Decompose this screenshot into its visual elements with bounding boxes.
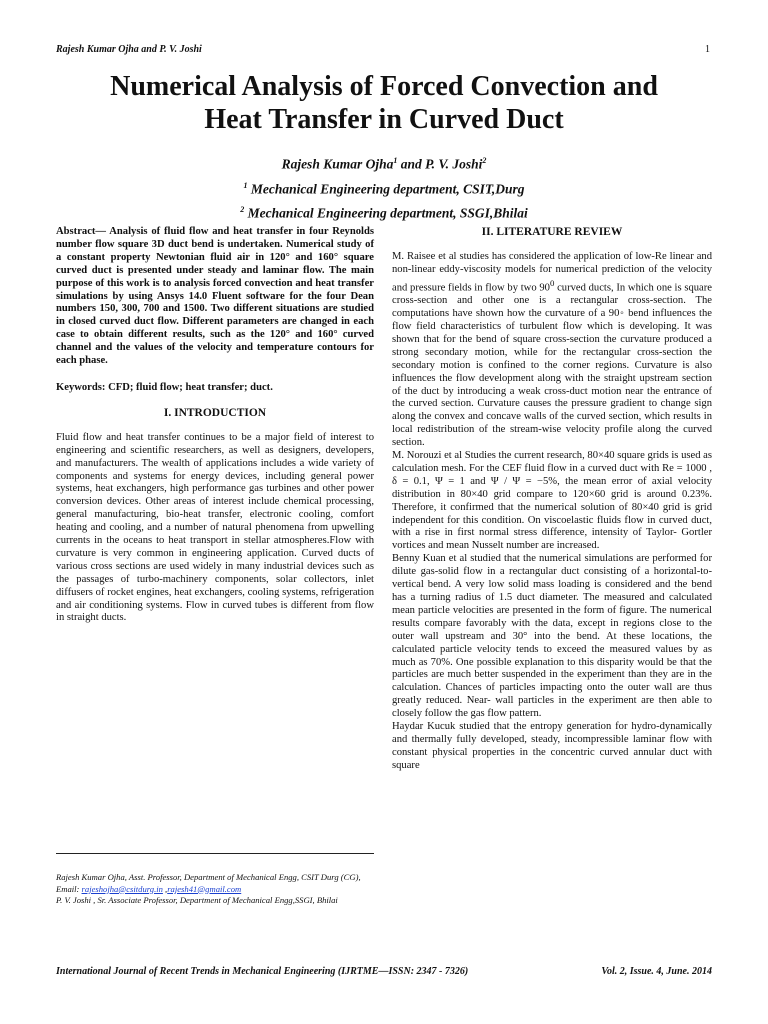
- right-column: [392, 226, 712, 773]
- author-2: P. V. Joshi: [425, 156, 483, 172]
- page-number: 1: [705, 44, 710, 55]
- title-line-2: Heat Transfer in Curved Duct: [204, 104, 564, 135]
- degree-superscript: 0: [549, 277, 555, 288]
- title-line-1: Numerical Analysis of Forced Convection and: [110, 71, 658, 102]
- affiliation-1-text: Mechanical Engineering department, CSIT,Durg: [247, 181, 525, 196]
- literature-paragraph-2: M. Norouzi et al Studies the current research, 80×40 square grids is used as calculation mesh. For the CEF fluid flow in a curved duct with Re = 1000 , δ = 0.1, Ψ = 1 and Ψ / Ψ = −5%, the mean error of axial velocity distribution in 80×40 grid compare to 120×60 grid is around 0.23%. Therefore, it confirmed that the numerical solution of 80×40 grid is grid independent for this condition. On viscoelastic fluids flow in curved duct, with a rise in first normal stress difference, intensity of Taylor- Gortler vortices and mean Nusselt number are increased.: [392, 450, 712, 552]
- literature-paragraph-3: Benny Kuan et al studied that the numerical simulations are performed for dilute gas-solid flow in a rectangular duct consisting of a horizontal-to-vertical bend. A very low solid mass loading is considered and the bend has a turning radius of 1.5 duct diameter. The measured and calculated mean particle velocities are presented in the form of figure. The numerical results compare favorably with the data, except in regions close to the outer wall upstream and 30° into the bend. At these locations, the calculated particle velocity tends to exceed the measured values by as much as 70%. One possible explanation to this disparity would be that the particles are much better suspended in the experiment than they are in the calculation. Chances of particles impacting onto the outer wall are thus greatly reduced. Near- wall particles in the experiment are then able to closely follow the gas flow pattern.: [392, 553, 712, 720]
- footnote-divider: [56, 853, 374, 854]
- journal-name: International Journal of Recent Trends in Mechanical Engineering (IJRTME—ISSN: 2347 - 7326): [56, 966, 469, 977]
- running-head: Rajesh Kumar Ojha and P. V. Joshi: [56, 44, 202, 55]
- email-link-1[interactable]: rajeshojha@csitdurg.in: [81, 883, 163, 894]
- literature-paragraph-4: Haydar Kucuk studied that the entropy generation for hydro-dynamically and thermally fully developed, steady, incompressible laminar flow with constant physical properties in the concentric curved annular duct with square: [392, 721, 712, 771]
- affiliation-2: [56, 199, 712, 224]
- literature-paragraph-1-a: M. Raisee et al studies has considered the application of low-Re linear and non-linear eddy-viscosity models for numerical prediction of the velocity and pressure fields in flow by two 90: [392, 250, 712, 294]
- section-heading-introduction: I. INTRODUCTION: [163, 406, 267, 419]
- paper-title: [56, 70, 712, 136]
- page-footer: [56, 966, 712, 977]
- affiliation-2-text: Mechanical Engineering department, SSGI,Bhilai: [244, 205, 528, 221]
- keywords: Keywords: CFD; fluid flow; heat transfer; duct.: [56, 381, 273, 393]
- email-link-2[interactable]: rajesh41@gmail.com: [167, 883, 242, 894]
- footnotes: [56, 872, 374, 907]
- author-names: [56, 150, 712, 175]
- author-2-sup: 2: [482, 156, 487, 165]
- abstract: Abstract— Analysis of fluid flow and heat transfer in four Reynolds number flow square 3D duct bend is undertaken. Numerical study of a constant property Newtonian fluid air in 120° and 160° square curved duct is presented under steady and laminar flow. The main purpose of this work is to analysis forced convection and heat transfer simulations by using Ansys 14.0 Fluent software for the four Dean numbers 150, 300, 700 and 1500. Two different situations are studied in closed curved duct flow. Different parameters are changed in each case to obtain different results, such as the 120° and 160° curved channel and the values of the velocity and temperature contours for each phase.: [56, 226, 374, 367]
- affiliation-2-sup: 2: [240, 205, 245, 214]
- literature-paragraph-1-b: curved ducts, In which one is square cross-section and other one is a rectangular cross-section. The computations have shown how the curvature of a 90◦ bend influences the flow field characteristics of turbulent flow which is developing. It was shown that for the bend of square cross-section the curvature produced a strong secondary motion, while for the rectangular cross-section the secondary motion is confined to the corner regions. Curvature is also influences the flow development along with the straight upstream section of the duct by introducing a weak cross-duct motion near the entrance of the curved section. Curvature causes the pressure gradient to change sign along the convex and concave walls of the curved section, which results in local redistribution of the stream-wise velocity profile along the curved section.: [392, 282, 712, 449]
- affiliation-1: [56, 175, 712, 200]
- journal-issue: Vol. 2, Issue. 4, June. 2014: [601, 966, 712, 977]
- left-column: [56, 226, 374, 625]
- author-block: [56, 150, 712, 224]
- author-1: Rajesh Kumar Ojha: [281, 156, 394, 172]
- footnote-1-text: Rajesh Kumar Ojha, Asst. Professor, Department of Mechanical Engg, CSIT Durg (CG), Email:: [56, 872, 361, 894]
- footnote-2: P. V. Joshi , Sr. Associate Professor, Department of Mechanical Engg,SSGI, Bhilai: [56, 895, 338, 905]
- introduction-text: Fluid flow and heat transfer continues to be a major field of interest to engineering and scientific researchers, as well as designers, developers, and manufacturers. The wealth of applications includes a wide variety of components and systems for energy devices, including general power systems, heat exchangers, high performance gas turbines and other power conversion devices. Other areas of interest include chemical processing, general manufacturing, bio-heat transfer, electronic cooling, comfort heating and cooling, and a number of natural phenomena from upwelling currents in the oceans to heat transport in stellar atmospheres.Flow with curvature is very common in engineering application. Curved ducts of various cross sections are used widely in many industrial devices such as the passages of turbo-machinery components, solar collectors, inlet diffusers of rocket engines, heat exchangers, cooling systems, refrigeration and air conditioning systems. Flow in curved tubes is different from flow in straight ducts.: [56, 431, 374, 624]
- author-and: and: [397, 156, 426, 172]
- footnote-1: [56, 872, 374, 895]
- footnote-1-separator: ,: [162, 883, 168, 894]
- literature-paragraph-1: [392, 251, 712, 450]
- section-heading-literature-review: II. LITERATURE REVIEW: [481, 226, 623, 238]
- affiliation-1-sup: 1: [243, 180, 248, 190]
- author-1-sup: 1: [393, 156, 398, 165]
